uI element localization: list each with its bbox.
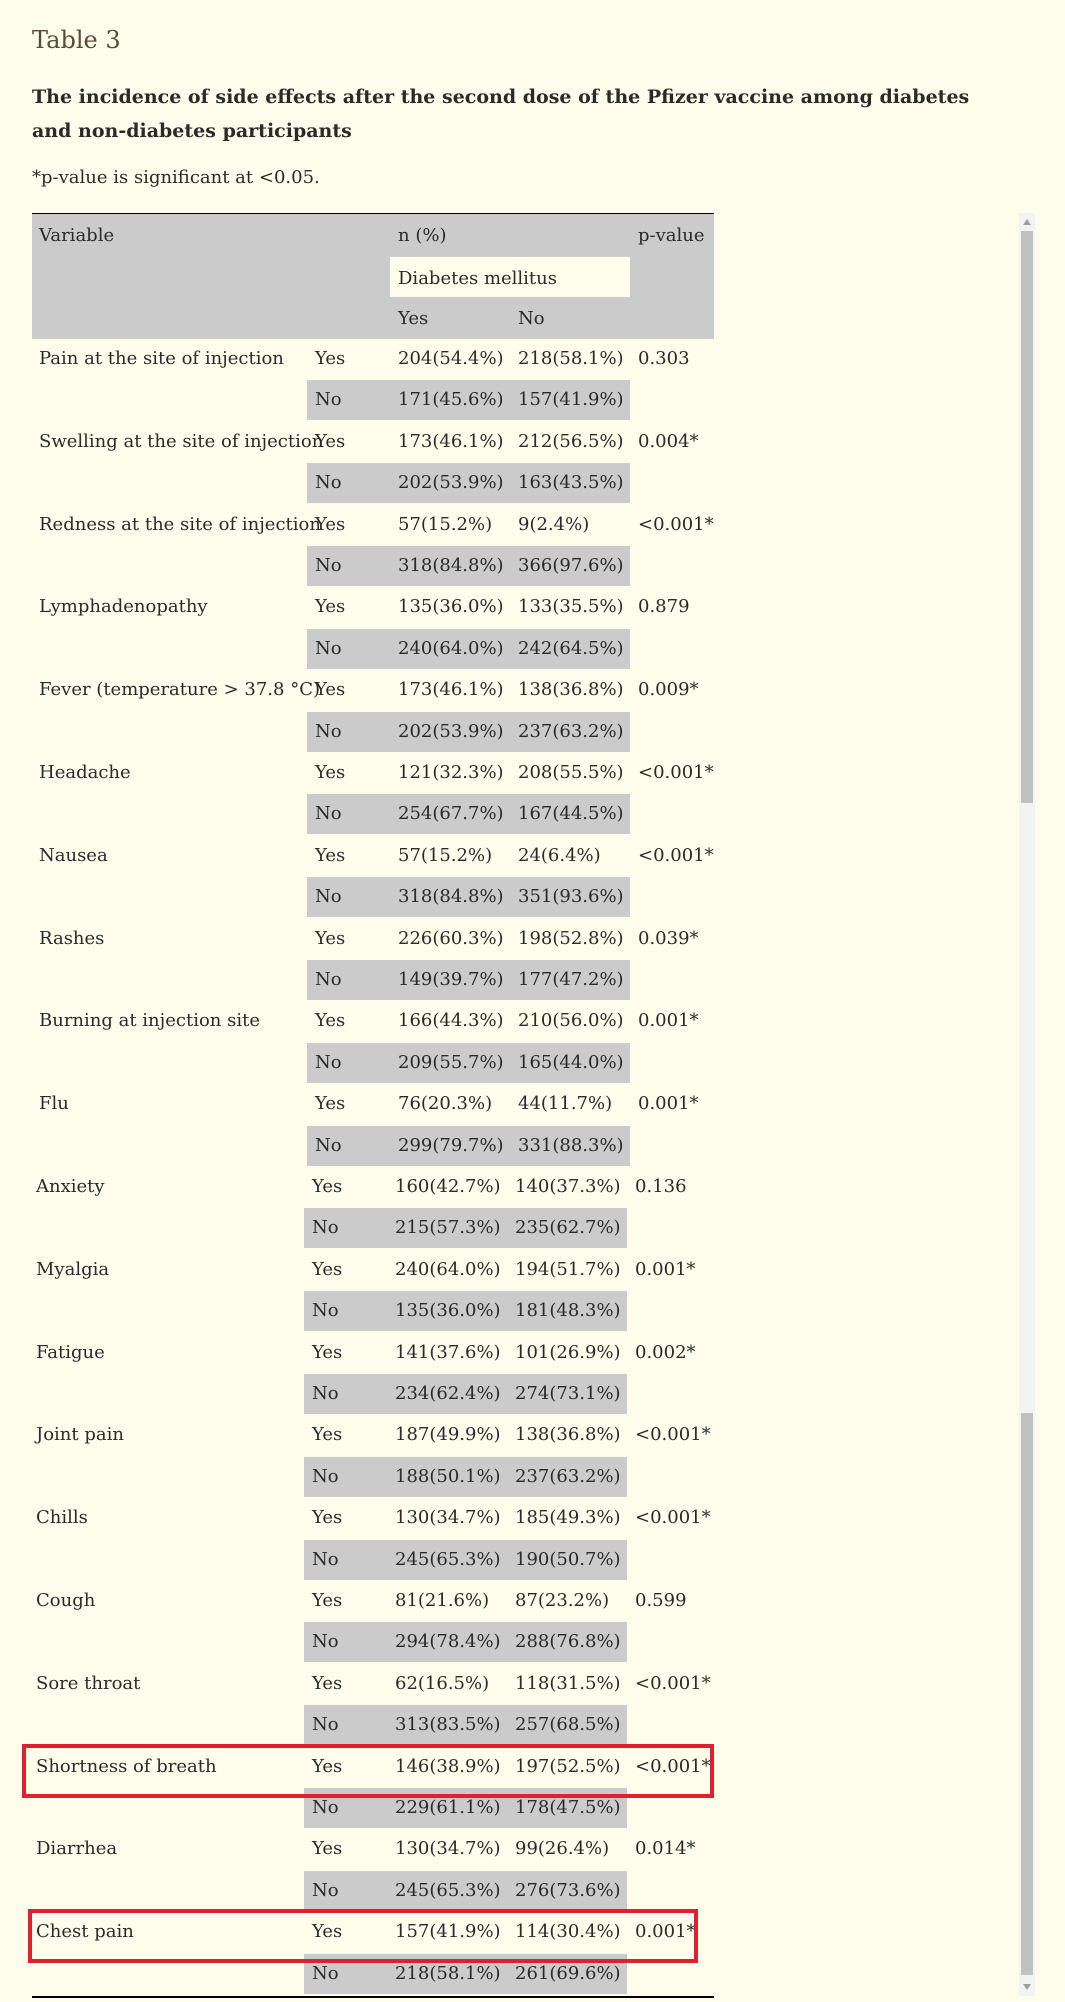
variable-cell: Fatigue bbox=[36, 1341, 105, 1363]
table-label: Table 3 bbox=[32, 26, 121, 54]
dm-yes-cell: 204(54.4%) bbox=[398, 348, 504, 369]
table-row bbox=[32, 877, 714, 917]
variable-cell: Fever (temperature > 37.8 °C) bbox=[39, 679, 320, 701]
dm-no-cell: 133(35.5%) bbox=[518, 596, 624, 618]
vertical-scrollbar[interactable] bbox=[1019, 213, 1035, 1996]
response-cell: Yes bbox=[312, 1341, 343, 1363]
dm-yes-cell: 254(67.7%) bbox=[398, 803, 504, 825]
table-row bbox=[32, 753, 714, 793]
table-row bbox=[32, 1705, 714, 1745]
p-value-cell: 0.001* bbox=[635, 1921, 696, 1943]
variable-cell: Pain at the site of injection bbox=[39, 348, 284, 369]
dm-yes-cell: 173(46.1%) bbox=[398, 679, 504, 701]
dm-no-cell: 163(43.5%) bbox=[518, 472, 624, 494]
response-cell: No bbox=[315, 555, 342, 576]
dm-no-cell: 140(37.3%) bbox=[515, 1176, 621, 1197]
table-row bbox=[32, 380, 714, 420]
response-cell: No bbox=[312, 1300, 339, 1322]
dm-no-cell: 87(23.2%) bbox=[515, 1590, 610, 1611]
p-value-cell: <0.001* bbox=[635, 1755, 711, 1777]
highlight-box bbox=[22, 1744, 714, 1798]
table-row bbox=[32, 422, 714, 462]
response-cell: No bbox=[312, 1217, 339, 1239]
dm-no-cell: 185(49.3%) bbox=[515, 1507, 621, 1529]
variable-cell: Redness at the site of injection bbox=[39, 513, 321, 535]
response-cell: Yes bbox=[315, 348, 346, 369]
variable-cell: Shortness of breath bbox=[36, 1755, 217, 1777]
response-cell: No bbox=[312, 1962, 339, 1984]
dm-yes-cell: 234(62.4%) bbox=[395, 1383, 501, 1404]
response-cell: Yes bbox=[312, 1258, 343, 1280]
variable-cell: Diarrhea bbox=[36, 1838, 118, 1860]
dm-yes-cell: 226(60.3%) bbox=[398, 927, 504, 949]
dm-no-cell: 235(62.7%) bbox=[515, 1217, 621, 1239]
dm-yes-cell: 76(20.3%) bbox=[398, 1093, 493, 1115]
variable-cell: Flu bbox=[39, 1093, 69, 1115]
response-cell: No bbox=[312, 1383, 339, 1404]
table-row bbox=[32, 1374, 714, 1414]
table-row bbox=[32, 1208, 714, 1248]
dm-yes-cell: 318(84.8%) bbox=[398, 555, 504, 576]
scroll-up-arrow-icon[interactable] bbox=[1023, 219, 1031, 225]
dm-yes-cell: 318(84.8%) bbox=[398, 886, 504, 908]
table-caption: The incidence of side effects after the second dose of the Pfizer vaccine among diabetes and non-diabetes participants bbox=[32, 86, 970, 142]
response-cell: No bbox=[315, 969, 342, 990]
dm-no-cell: 197(52.5%) bbox=[515, 1755, 621, 1777]
dm-no-cell: 194(51.7%) bbox=[515, 1258, 621, 1280]
p-value-cell: <0.001* bbox=[635, 1507, 711, 1529]
table-row bbox=[32, 1001, 714, 1041]
response-cell: Yes bbox=[315, 762, 346, 783]
dm-yes-cell: 62(16.5%) bbox=[395, 1672, 490, 1694]
dm-no-cell: 242(64.5%) bbox=[518, 637, 624, 659]
dm-yes-cell: 166(44.3%) bbox=[398, 1010, 504, 1032]
table-row bbox=[32, 670, 714, 710]
table-row bbox=[32, 1415, 714, 1455]
dm-yes-cell: 313(83.5%) bbox=[395, 1714, 501, 1736]
dm-yes-cell: 245(65.3%) bbox=[395, 1879, 501, 1901]
response-cell: No bbox=[312, 1879, 339, 1901]
p-value-cell: 0.136 bbox=[635, 1176, 687, 1197]
dm-yes-cell: 229(61.1%) bbox=[395, 1797, 501, 1818]
dm-yes-cell: 240(64.0%) bbox=[398, 637, 504, 659]
table-row bbox=[32, 339, 714, 379]
response-cell: No bbox=[312, 1714, 339, 1736]
response-cell: Yes bbox=[315, 679, 346, 701]
variable-cell: Lymphadenopathy bbox=[39, 596, 208, 618]
p-value-cell: 0.014* bbox=[635, 1838, 696, 1860]
dm-no-cell: 288(76.8%) bbox=[515, 1631, 621, 1653]
dm-no-cell: 218(58.1%) bbox=[518, 348, 624, 369]
p-value-cell: 0.001* bbox=[635, 1258, 696, 1280]
dm-no-cell: 177(47.2%) bbox=[518, 969, 624, 990]
table-row bbox=[32, 794, 714, 834]
variable-cell: Headache bbox=[39, 762, 131, 783]
variable-cell: Chills bbox=[36, 1507, 88, 1529]
response-cell: No bbox=[315, 1051, 342, 1073]
p-value-cell: <0.001* bbox=[638, 762, 714, 783]
response-cell: Yes bbox=[312, 1755, 343, 1777]
p-value-cell: 0.004* bbox=[638, 430, 699, 452]
header-p-value: p-value bbox=[638, 225, 705, 246]
response-cell: No bbox=[315, 637, 342, 659]
response-cell: Yes bbox=[315, 1093, 346, 1115]
p-value-cell: 0.001* bbox=[638, 1093, 699, 1115]
response-cell: Yes bbox=[312, 1424, 343, 1446]
table-row bbox=[32, 1167, 714, 1207]
response-cell: No bbox=[315, 803, 342, 825]
response-cell: Yes bbox=[315, 596, 346, 618]
dm-yes-cell: 160(42.7%) bbox=[395, 1176, 501, 1197]
table-row bbox=[32, 1829, 714, 1869]
table-row bbox=[32, 1581, 714, 1621]
response-cell: Yes bbox=[312, 1838, 343, 1860]
table-row bbox=[32, 836, 714, 876]
dm-no-cell: 114(30.4%) bbox=[515, 1921, 621, 1943]
table-footnote: *p-value is significant at <0.05. bbox=[32, 167, 320, 188]
response-cell: Yes bbox=[312, 1672, 343, 1694]
dm-no-cell: 181(48.3%) bbox=[515, 1300, 621, 1322]
response-cell: No bbox=[315, 472, 342, 494]
dm-no-cell: 157(41.9%) bbox=[518, 389, 624, 411]
scroll-thumb-upper[interactable] bbox=[1021, 231, 1033, 803]
table-row bbox=[32, 1622, 714, 1662]
scroll-thumb-lower[interactable] bbox=[1021, 1413, 1033, 1975]
response-cell: No bbox=[315, 389, 342, 411]
table-row bbox=[32, 1291, 714, 1331]
response-cell: No bbox=[315, 886, 342, 908]
variable-cell: Burning at injection site bbox=[39, 1010, 260, 1032]
dm-yes-cell: 121(32.3%) bbox=[398, 762, 504, 783]
dm-yes-cell: 81(21.6%) bbox=[395, 1590, 490, 1611]
dm-no-cell: 99(26.4%) bbox=[515, 1838, 610, 1860]
variable-cell: Anxiety bbox=[36, 1176, 105, 1197]
dm-yes-cell: 187(49.9%) bbox=[395, 1424, 501, 1446]
table-row bbox=[32, 1043, 714, 1083]
response-cell: Yes bbox=[315, 513, 346, 535]
dm-no-cell: 237(63.2%) bbox=[515, 1465, 621, 1487]
dm-no-cell: 198(52.8%) bbox=[518, 927, 624, 949]
header-group-label: Diabetes mellitus bbox=[398, 268, 557, 289]
table-row bbox=[32, 1084, 714, 1124]
dm-yes-cell: 299(79.7%) bbox=[398, 1134, 504, 1156]
variable-cell: Myalgia bbox=[36, 1258, 110, 1280]
p-value-cell: 0.002* bbox=[635, 1341, 696, 1363]
header-group-cell bbox=[390, 257, 630, 297]
p-value-cell: 0.009* bbox=[638, 679, 699, 701]
variable-cell: Joint pain bbox=[36, 1424, 124, 1446]
response-cell: Yes bbox=[315, 844, 346, 866]
table-row bbox=[32, 546, 714, 586]
table-row bbox=[32, 1333, 714, 1373]
response-cell: Yes bbox=[312, 1176, 343, 1197]
dm-no-cell: 210(56.0%) bbox=[518, 1010, 624, 1032]
dm-yes-cell: 202(53.9%) bbox=[398, 720, 504, 742]
p-value-cell: 0.001* bbox=[638, 1010, 699, 1032]
response-cell: Yes bbox=[315, 927, 346, 949]
dm-no-cell: 208(55.5%) bbox=[518, 762, 624, 783]
dm-yes-cell: 215(57.3%) bbox=[395, 1217, 501, 1239]
p-value-cell: <0.001* bbox=[638, 844, 714, 866]
scroll-down-arrow-icon[interactable] bbox=[1023, 1984, 1031, 1990]
variable-cell: Rashes bbox=[39, 927, 105, 949]
p-value-cell: <0.001* bbox=[635, 1424, 711, 1446]
p-value-cell: <0.001* bbox=[638, 513, 714, 535]
table-row bbox=[32, 629, 714, 669]
dm-yes-cell: 135(36.0%) bbox=[395, 1300, 501, 1322]
dm-yes-cell: 146(38.9%) bbox=[395, 1755, 501, 1777]
dm-yes-cell: 245(65.3%) bbox=[395, 1548, 501, 1570]
dm-no-cell: 261(69.6%) bbox=[515, 1962, 621, 1984]
p-value-cell: 0.039* bbox=[638, 927, 699, 949]
response-cell: No bbox=[312, 1465, 339, 1487]
table-header bbox=[32, 214, 714, 339]
p-value-cell: <0.001* bbox=[635, 1672, 711, 1694]
dm-no-cell: 276(73.6%) bbox=[515, 1879, 621, 1901]
table-row bbox=[32, 1871, 714, 1911]
table-row bbox=[32, 1126, 714, 1166]
response-cell: Yes bbox=[315, 1010, 346, 1032]
dm-no-cell: 274(73.1%) bbox=[515, 1383, 621, 1404]
dm-yes-cell: 218(58.1%) bbox=[395, 1962, 501, 1984]
response-cell: Yes bbox=[312, 1590, 343, 1611]
variable-cell: Nausea bbox=[39, 844, 108, 866]
variable-cell: Chest pain bbox=[36, 1921, 134, 1943]
dm-no-cell: 101(26.9%) bbox=[515, 1341, 621, 1363]
dm-yes-cell: 130(34.7%) bbox=[395, 1838, 501, 1860]
dm-yes-cell: 57(15.2%) bbox=[398, 844, 493, 866]
dm-no-cell: 24(6.4%) bbox=[518, 844, 601, 866]
table-bottom-rule bbox=[32, 1996, 714, 1998]
response-cell: No bbox=[315, 720, 342, 742]
response-cell: Yes bbox=[312, 1921, 343, 1943]
dm-no-cell: 118(31.5%) bbox=[515, 1672, 621, 1694]
dm-no-cell: 44(11.7%) bbox=[518, 1093, 613, 1115]
dm-yes-cell: 130(34.7%) bbox=[395, 1507, 501, 1529]
header-variable: Variable bbox=[39, 225, 115, 246]
dm-no-cell: 331(88.3%) bbox=[518, 1134, 624, 1156]
dm-yes-cell: 240(64.0%) bbox=[395, 1258, 501, 1280]
dm-no-cell: 138(36.8%) bbox=[518, 679, 624, 701]
variable-cell: Sore throat bbox=[36, 1672, 141, 1694]
dm-no-cell: 257(68.5%) bbox=[515, 1714, 621, 1736]
dm-yes-cell: 157(41.9%) bbox=[395, 1921, 501, 1943]
table-row bbox=[32, 505, 714, 545]
response-cell: No bbox=[312, 1797, 339, 1818]
response-cell: No bbox=[312, 1548, 339, 1570]
dm-no-cell: 9(2.4%) bbox=[518, 513, 590, 535]
variable-cell: Cough bbox=[36, 1590, 96, 1611]
table-row bbox=[32, 712, 714, 752]
table-row bbox=[32, 587, 714, 627]
dm-yes-cell: 173(46.1%) bbox=[398, 430, 504, 452]
table-row bbox=[32, 1457, 714, 1497]
dm-yes-cell: 209(55.7%) bbox=[398, 1051, 504, 1073]
response-cell: No bbox=[315, 1134, 342, 1156]
dm-no-cell: 165(44.0%) bbox=[518, 1051, 624, 1073]
dm-no-cell: 138(36.8%) bbox=[515, 1424, 621, 1446]
dm-no-cell: 366(97.6%) bbox=[518, 555, 624, 576]
table-row bbox=[32, 919, 714, 959]
dm-no-cell: 167(44.5%) bbox=[518, 803, 624, 825]
header-n-pct: n (%) bbox=[398, 225, 447, 246]
table-row bbox=[32, 1250, 714, 1290]
response-cell: Yes bbox=[312, 1507, 343, 1529]
variable-cell: Swelling at the site of injection bbox=[39, 430, 324, 452]
p-value-cell: 0.599 bbox=[635, 1590, 687, 1611]
dm-yes-cell: 171(45.6%) bbox=[398, 389, 504, 411]
table-row bbox=[32, 960, 714, 1000]
dm-yes-cell: 202(53.9%) bbox=[398, 472, 504, 494]
highlight-box bbox=[28, 1909, 698, 1963]
p-value-cell: 0.303 bbox=[638, 348, 690, 369]
header-col-no: No bbox=[518, 308, 545, 329]
dm-yes-cell: 188(50.1%) bbox=[395, 1465, 501, 1487]
response-cell: No bbox=[312, 1631, 339, 1653]
table-row bbox=[32, 463, 714, 503]
dm-no-cell: 237(63.2%) bbox=[518, 720, 624, 742]
dm-no-cell: 351(93.6%) bbox=[518, 886, 624, 908]
table-row bbox=[32, 1498, 714, 1538]
table-row bbox=[32, 1664, 714, 1704]
p-value-cell: 0.879 bbox=[638, 596, 690, 618]
header-col-yes: Yes bbox=[398, 308, 429, 329]
dm-yes-cell: 135(36.0%) bbox=[398, 596, 504, 618]
response-cell: Yes bbox=[315, 430, 346, 452]
dm-yes-cell: 141(37.6%) bbox=[395, 1341, 501, 1363]
dm-yes-cell: 57(15.2%) bbox=[398, 513, 493, 535]
table-row bbox=[32, 1540, 714, 1580]
dm-no-cell: 212(56.5%) bbox=[518, 430, 624, 452]
dm-no-cell: 178(47.5%) bbox=[515, 1797, 621, 1818]
dm-no-cell: 190(50.7%) bbox=[515, 1548, 621, 1570]
dm-yes-cell: 149(39.7%) bbox=[398, 969, 504, 990]
dm-yes-cell: 294(78.4%) bbox=[395, 1631, 501, 1653]
